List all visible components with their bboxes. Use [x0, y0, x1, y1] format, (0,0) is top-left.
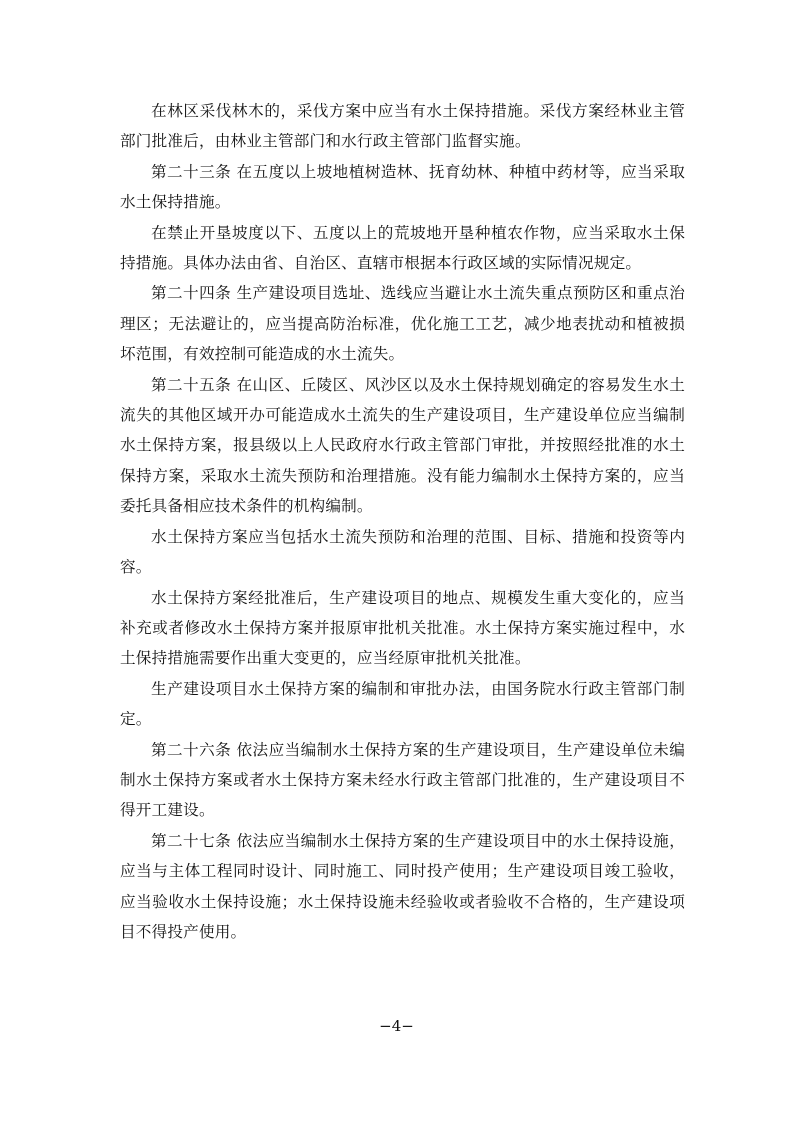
- page-number: −4−: [379, 1017, 414, 1035]
- paragraph-6: 水土保持方案应当包括水土流失预防和治理的范围、目标、措施和投资等内容。: [120, 527, 685, 577]
- document-body: [120, 96, 685, 947]
- paragraph-3: 在禁止开垦坡度以下、五度以上的荒坡地开垦种植农作物，应当采取水土保持措施。具体办法由省、自治区、直辖市根据本行政区域的实际情况规定。: [120, 223, 685, 273]
- paragraph-8: 生产建设项目水土保持方案的编制和审批办法，由国务院水行政主管部门制定。: [120, 679, 685, 729]
- paragraph-4: 第二十四条 生产建设项目选址、选线应当避让水土流失重点预防区和重点治理区；无法避让的，应当提高防治标准，优化施工工艺，减少地表扰动和植被损坏范围，有效控制可能造成的水土流失。: [120, 284, 685, 364]
- paragraph-1: 在林区采伐林木的，采伐方案中应当有水土保持措施。采伐方案经林业主管部门批准后，由林业主管部门和水行政主管部门监督实施。: [120, 102, 685, 151]
- paragraph-7: 水土保持方案经批准后，生产建设项目的地点、规模发生重大变化的，应当补充或者修改水土保持方案并报原审批机关批准。水土保持方案实施过程中，水土保持措施需要作出重大变更的，应当经原审批机关批准。: [120, 588, 685, 668]
- paragraph-2: 第二十三条 在五度以上坡地植树造林、抚育幼林、种植中药材等，应当采取水土保持措施。: [120, 162, 685, 212]
- paragraph-5: 第二十五条 在山区、丘陵区、风沙区以及水土保持规划确定的容易发生水土流失的其他区域开办可能造成水土流失的生产建设项目，生产建设单位应当编制水土保持方案，报县级以上人民政府水行政主管部门审批，并按照经批准的水土保持方案，采取水土流失预防和治理措施。没有能力编制水土保持方案的，应当委托具备相应技术条件的机构编制。: [120, 375, 685, 516]
- paragraph-10: 第二十七条 依法应当编制水土保持方案的生产建设项目中的水土保持设施，应当与主体工程同时设计、同时施工、同时投产使用；生产建设项目竣工验收，应当验收水土保持设施；水土保持设施未经验收或者验收不合格的，生产建设项目不得投产使用。: [120, 831, 685, 941]
- paragraph-9: 第二十六条 依法应当编制水土保持方案的生产建设项目，生产建设单位未编制水土保持方案或者水土保持方案未经水行政主管部门批准的，生产建设项目不得开工建设。: [120, 740, 685, 820]
